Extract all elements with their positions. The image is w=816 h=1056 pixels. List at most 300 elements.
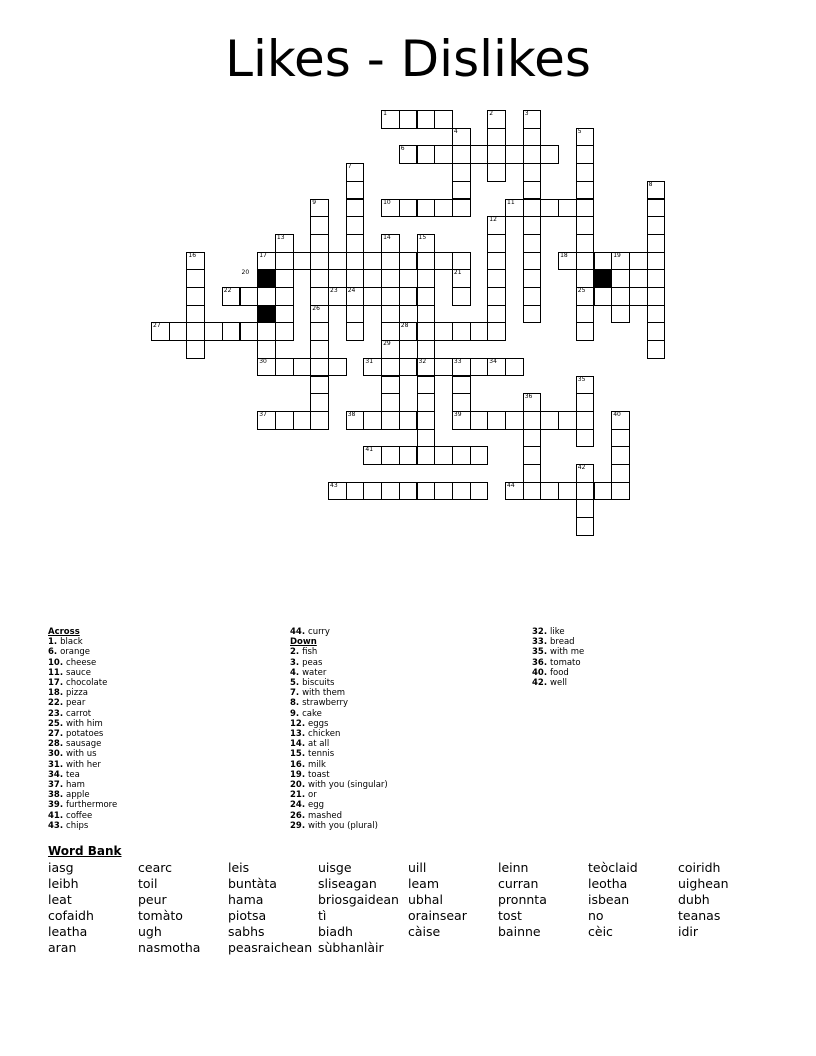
grid-cell[interactable] xyxy=(523,234,542,253)
clue-text: ham xyxy=(66,780,85,791)
clue-text: pear xyxy=(66,698,86,709)
word-bank-word: leinn xyxy=(498,860,529,875)
grid-cell[interactable] xyxy=(540,145,559,164)
grid-cell[interactable] xyxy=(186,287,205,306)
grid-cell[interactable] xyxy=(293,358,312,377)
down-header: Down xyxy=(290,637,317,648)
clue-text: cake xyxy=(302,708,322,719)
grid-cell[interactable] xyxy=(417,145,436,164)
down-clue xyxy=(290,790,388,800)
clue-number-label: 4 xyxy=(453,127,458,135)
grid-cell[interactable] xyxy=(576,163,595,182)
grid-cell[interactable] xyxy=(346,199,365,218)
down-clue-list xyxy=(290,647,388,831)
clue-number-label: 18 xyxy=(560,251,568,259)
clue-number-label: 23 xyxy=(330,287,338,294)
down-clue xyxy=(290,688,388,698)
grid-cell[interactable] xyxy=(346,269,365,288)
down-clue xyxy=(532,637,584,647)
grid-cell[interactable] xyxy=(417,287,436,306)
grid-cell[interactable] xyxy=(434,145,453,164)
clue-number: 15. xyxy=(290,749,309,760)
clue-number: 21. xyxy=(290,790,309,801)
grid-cell[interactable] xyxy=(434,110,453,129)
across-clue xyxy=(48,800,117,810)
grid-cell[interactable] xyxy=(523,181,542,200)
grid-cell[interactable] xyxy=(363,287,382,306)
grid-cell[interactable] xyxy=(487,322,506,341)
grid-cell[interactable] xyxy=(346,234,365,253)
down-clue xyxy=(290,800,388,810)
grid-cell[interactable] xyxy=(434,199,453,218)
across-clue xyxy=(48,688,117,698)
grid-cell[interactable] xyxy=(452,145,471,164)
grid-cell[interactable] xyxy=(417,446,436,465)
down-clue xyxy=(532,658,584,668)
grid-cell[interactable] xyxy=(275,322,294,341)
word-bank-word: tomàto xyxy=(138,908,183,923)
word-bank-word: peur xyxy=(138,892,167,907)
clue-number: 4. xyxy=(290,667,303,678)
down-clue xyxy=(290,719,388,729)
grid-cell[interactable] xyxy=(363,482,382,501)
grid-cell[interactable] xyxy=(417,482,436,501)
grid-cell[interactable] xyxy=(257,340,276,359)
grid-cell[interactable] xyxy=(523,482,542,501)
grid-cell[interactable] xyxy=(310,376,329,395)
clue-number-label: 13 xyxy=(276,233,285,241)
grid-cell[interactable] xyxy=(487,145,506,164)
grid-cell[interactable] xyxy=(417,110,436,129)
clue-number-label: 20 xyxy=(241,269,250,277)
grid-cell[interactable] xyxy=(611,482,630,501)
down-clue xyxy=(290,678,388,688)
clue-number-label: 16 xyxy=(188,251,197,259)
grid-cell[interactable] xyxy=(487,252,506,271)
clue-number: 7. xyxy=(290,688,303,699)
grid-cell[interactable] xyxy=(523,128,542,147)
clue-number-label: 24 xyxy=(347,287,356,294)
grid-cell[interactable] xyxy=(611,446,630,465)
grid-cell[interactable] xyxy=(257,322,276,341)
grid-cell[interactable] xyxy=(204,322,223,341)
grid-cell[interactable] xyxy=(452,163,471,182)
grid-cell[interactable] xyxy=(381,411,400,430)
grid-cell[interactable] xyxy=(523,411,542,430)
grid-cell[interactable] xyxy=(487,269,506,288)
grid-cell[interactable] xyxy=(647,322,666,341)
grid-cell[interactable] xyxy=(346,305,365,324)
grid-cell[interactable] xyxy=(523,252,542,271)
grid-cell[interactable] xyxy=(540,199,559,218)
across-clue xyxy=(48,739,117,749)
clue-number: 38. xyxy=(48,790,67,801)
grid-cell[interactable] xyxy=(576,393,595,412)
across-clue xyxy=(48,709,117,719)
word-bank-word: buntàta xyxy=(228,876,277,891)
word-bank-header: Word Bank xyxy=(48,844,122,858)
grid-cell[interactable] xyxy=(452,393,471,412)
grid-cell[interactable] xyxy=(487,163,506,182)
grid-cell[interactable] xyxy=(523,163,542,182)
grid-cell[interactable] xyxy=(611,269,630,288)
grid-cell[interactable] xyxy=(417,305,436,324)
grid-cell[interactable] xyxy=(576,234,595,253)
clue-text: fish xyxy=(302,647,318,658)
grid-cell[interactable] xyxy=(576,429,595,448)
grid-cell[interactable] xyxy=(594,252,613,271)
grid-cell[interactable] xyxy=(310,393,329,412)
clue-number: 32. xyxy=(532,627,551,637)
grid-cell[interactable] xyxy=(310,269,329,288)
grid-cell[interactable] xyxy=(310,252,329,271)
grid-cell[interactable] xyxy=(186,322,205,341)
grid-cell[interactable] xyxy=(576,411,595,430)
grid-cell[interactable] xyxy=(576,269,595,288)
grid-cell[interactable] xyxy=(540,482,559,501)
grid-cell[interactable] xyxy=(452,287,471,306)
grid-cell[interactable] xyxy=(310,358,329,377)
grid-cell[interactable] xyxy=(328,358,347,377)
word-bank-word: no xyxy=(588,908,604,923)
grid-cell[interactable] xyxy=(363,252,382,271)
clue-number-label: 12 xyxy=(489,216,497,224)
grid-cell[interactable] xyxy=(310,234,329,253)
grid-cell[interactable] xyxy=(399,446,418,465)
grid-cell[interactable] xyxy=(346,216,365,235)
clue-text: tennis xyxy=(308,749,335,760)
grid-cell[interactable] xyxy=(576,199,595,218)
grid-cell[interactable] xyxy=(505,145,524,164)
grid-cell[interactable] xyxy=(275,252,294,271)
word-bank-word: dubh xyxy=(678,892,710,907)
grid-cell[interactable] xyxy=(576,322,595,341)
grid-cell[interactable] xyxy=(523,145,542,164)
grid-cell[interactable] xyxy=(576,517,595,536)
grid-cell[interactable] xyxy=(186,269,205,288)
grid-cell[interactable] xyxy=(169,322,188,341)
grid-cell[interactable] xyxy=(417,322,436,341)
grid-cell[interactable] xyxy=(452,446,471,465)
grid-cell[interactable] xyxy=(310,216,329,235)
across-clue xyxy=(48,698,117,708)
grid-cell[interactable] xyxy=(346,181,365,200)
grid-cell[interactable] xyxy=(381,482,400,501)
word-bank-word: cofaidh xyxy=(48,908,94,923)
clue-number-label: 11 xyxy=(507,198,515,206)
grid-cell[interactable] xyxy=(452,199,471,218)
word-bank xyxy=(48,860,768,956)
clue-number: 6. xyxy=(48,647,61,658)
grid-cell[interactable] xyxy=(540,411,559,430)
word-bank-word: cèic xyxy=(588,924,613,939)
grid-cell[interactable] xyxy=(470,322,489,341)
down-clue xyxy=(290,749,388,759)
grid-cell[interactable] xyxy=(293,252,312,271)
clue-number: 27. xyxy=(48,729,67,740)
grid-cell[interactable] xyxy=(487,287,506,306)
across-clue xyxy=(48,729,117,739)
clue-number-label: 8 xyxy=(648,180,653,188)
down-clue xyxy=(290,729,388,739)
grid-cell[interactable] xyxy=(381,269,400,288)
word-bank-word: isbean xyxy=(588,892,630,907)
grid-cell[interactable] xyxy=(417,411,436,430)
clue-number-label: 17 xyxy=(259,251,267,259)
grid-cell[interactable] xyxy=(346,252,365,271)
grid-cell[interactable] xyxy=(399,199,418,218)
grid-cell[interactable] xyxy=(523,305,542,324)
grid-cell[interactable] xyxy=(576,499,595,518)
word-bank-word: leotha xyxy=(588,876,628,891)
across-clue xyxy=(290,627,388,637)
clue-number-label: 29 xyxy=(383,340,391,348)
down-clue xyxy=(290,770,388,780)
grid-cell[interactable] xyxy=(240,322,259,341)
grid-cell[interactable] xyxy=(186,340,205,359)
clue-number: 36. xyxy=(532,657,551,668)
across-clue xyxy=(48,658,117,668)
down-clue-list-cont xyxy=(532,627,584,688)
clue-number-label: 40 xyxy=(613,410,621,418)
grid-cell[interactable] xyxy=(346,322,365,341)
grid-cell[interactable] xyxy=(611,305,630,324)
grid-cell[interactable] xyxy=(647,305,666,324)
grid-cell[interactable] xyxy=(434,322,453,341)
grid-cell[interactable] xyxy=(558,199,577,218)
grid-cell[interactable] xyxy=(576,482,595,501)
clue-number-label: 30 xyxy=(259,357,267,365)
word-bank-word: ugh xyxy=(138,924,162,939)
clue-number: 43. xyxy=(48,820,67,831)
grid-cell[interactable] xyxy=(434,252,453,271)
grid-cell[interactable] xyxy=(399,110,418,129)
across-clue xyxy=(48,790,117,800)
grid-cell[interactable] xyxy=(576,305,595,324)
grid-cell[interactable] xyxy=(399,358,418,377)
grid-cell[interactable] xyxy=(381,322,400,341)
grid-cell[interactable] xyxy=(647,216,666,235)
clue-text: food xyxy=(550,667,569,678)
clue-text: at all xyxy=(308,739,330,750)
grid-cell[interactable] xyxy=(310,340,329,359)
word-bank-word: briosgaidean xyxy=(318,892,399,907)
grid-cell[interactable] xyxy=(222,322,241,341)
grid-cell[interactable] xyxy=(487,128,506,147)
clue-text: eggs xyxy=(308,718,329,729)
grid-cell[interactable] xyxy=(240,287,259,306)
clue-text: with me xyxy=(550,647,585,658)
grid-cell[interactable] xyxy=(629,287,648,306)
clue-text: tomato xyxy=(550,657,581,668)
clue-number: 17. xyxy=(48,678,67,689)
clue-number-label: 26 xyxy=(312,304,320,312)
clue-number: 26. xyxy=(290,810,309,821)
grid-black-cell xyxy=(257,269,276,288)
grid-cell[interactable] xyxy=(611,464,630,483)
grid-cell[interactable] xyxy=(594,287,613,306)
grid-cell[interactable] xyxy=(452,482,471,501)
down-clue xyxy=(532,668,584,678)
grid-cell[interactable] xyxy=(523,446,542,465)
clue-number-label: 33 xyxy=(453,357,462,365)
clue-number-label: 2 xyxy=(489,110,494,117)
grid-cell[interactable] xyxy=(417,429,436,448)
grid-cell[interactable] xyxy=(381,252,400,271)
grid-cell[interactable] xyxy=(523,429,542,448)
clue-number-label: 22 xyxy=(223,287,232,294)
across-clue xyxy=(48,637,117,647)
clue-number: 10. xyxy=(48,657,67,668)
clue-number: 23. xyxy=(48,708,67,719)
grid-cell[interactable] xyxy=(399,411,418,430)
grid-cell[interactable] xyxy=(558,482,577,501)
clue-number: 9. xyxy=(290,708,303,719)
grid-cell[interactable] xyxy=(558,411,577,430)
clue-number: 42. xyxy=(532,678,551,689)
word-bank-word: idir xyxy=(678,924,699,939)
grid-cell[interactable] xyxy=(434,358,453,377)
grid-cell[interactable] xyxy=(505,411,524,430)
grid-cell[interactable] xyxy=(647,199,666,218)
grid-cell[interactable] xyxy=(363,411,382,430)
grid-cell[interactable] xyxy=(629,252,648,271)
down-clue xyxy=(290,698,388,708)
clue-number-label: 3 xyxy=(524,110,529,117)
grid-cell[interactable] xyxy=(576,181,595,200)
clue-number: 18. xyxy=(48,688,67,699)
word-bank-word: leatha xyxy=(48,924,88,939)
clue-number-label: 38 xyxy=(347,410,356,418)
grid-cell[interactable] xyxy=(487,234,506,253)
grid-cell[interactable] xyxy=(647,234,666,253)
grid-cell[interactable] xyxy=(611,429,630,448)
word-bank-word: leat xyxy=(48,892,72,907)
clue-number: 20. xyxy=(290,780,309,791)
grid-cell[interactable] xyxy=(452,322,471,341)
grid-cell[interactable] xyxy=(523,216,542,235)
down-clue xyxy=(290,811,388,821)
grid-cell[interactable] xyxy=(381,446,400,465)
grid-cell[interactable] xyxy=(275,411,294,430)
clue-number: 22. xyxy=(48,698,67,709)
grid-cell[interactable] xyxy=(399,482,418,501)
grid-cell[interactable] xyxy=(381,393,400,412)
clue-number: 31. xyxy=(48,759,67,770)
word-bank-word: leam xyxy=(408,876,439,891)
grid-cell[interactable] xyxy=(275,269,294,288)
grid-cell[interactable] xyxy=(576,252,595,271)
down-clue xyxy=(290,780,388,790)
grid-cell[interactable] xyxy=(470,446,489,465)
grid-cell[interactable] xyxy=(310,287,329,306)
grid-cell[interactable] xyxy=(647,252,666,271)
clue-number: 19. xyxy=(290,769,309,780)
grid-cell[interactable] xyxy=(257,287,276,306)
across-clue xyxy=(48,678,117,688)
grid-cell[interactable] xyxy=(523,199,542,218)
grid-cell[interactable] xyxy=(523,269,542,288)
clue-text: with them xyxy=(302,688,346,699)
grid-cell[interactable] xyxy=(576,145,595,164)
grid-cell[interactable] xyxy=(470,482,489,501)
grid-cell[interactable] xyxy=(381,358,400,377)
down-clue xyxy=(532,647,584,657)
word-bank-word: nasmotha xyxy=(138,940,201,955)
grid-cell[interactable] xyxy=(310,322,329,341)
grid-cell[interactable] xyxy=(381,305,400,324)
grid-cell[interactable] xyxy=(275,287,294,306)
grid-cell[interactable] xyxy=(417,252,436,271)
grid-cell[interactable] xyxy=(417,269,436,288)
clue-text: strawberry xyxy=(302,698,349,709)
grid-cell[interactable] xyxy=(328,252,347,271)
clue-number-label: 7 xyxy=(347,163,352,171)
grid-cell[interactable] xyxy=(381,287,400,306)
word-bank-word: sùbhanlàir xyxy=(318,940,384,955)
grid-cell[interactable] xyxy=(452,252,471,271)
grid-cell[interactable] xyxy=(452,376,471,395)
grid-cell[interactable] xyxy=(293,411,312,430)
clues-column-2 xyxy=(290,627,388,831)
grid-cell[interactable] xyxy=(417,199,436,218)
grid-cell[interactable] xyxy=(647,269,666,288)
grid-cell[interactable] xyxy=(275,305,294,324)
clue-number: 35. xyxy=(532,647,551,658)
grid-cell[interactable] xyxy=(470,145,489,164)
clue-text: milk xyxy=(308,759,326,770)
clue-number: 12. xyxy=(290,718,309,729)
clues-column-1 xyxy=(48,627,117,831)
word-bank-word: leis xyxy=(228,860,250,875)
grid-cell[interactable] xyxy=(487,305,506,324)
word-bank-word: leibh xyxy=(48,876,79,891)
grid-cell[interactable] xyxy=(186,305,205,324)
grid-cell[interactable] xyxy=(487,411,506,430)
grid-cell[interactable] xyxy=(310,411,329,430)
grid-cell[interactable] xyxy=(505,358,524,377)
across-clue xyxy=(48,719,117,729)
grid-cell[interactable] xyxy=(452,181,471,200)
clue-number-label: 41 xyxy=(365,446,374,454)
grid-cell[interactable] xyxy=(470,411,489,430)
down-clue xyxy=(290,647,388,657)
grid-cell[interactable] xyxy=(275,358,294,377)
grid-cell[interactable] xyxy=(417,393,436,412)
grid-cell[interactable] xyxy=(594,482,613,501)
grid-cell[interactable] xyxy=(470,358,489,377)
grid-cell[interactable] xyxy=(611,287,630,306)
grid-cell[interactable] xyxy=(346,482,365,501)
word-bank-word: uighean xyxy=(678,876,729,891)
grid-cell[interactable] xyxy=(647,340,666,359)
grid-cell[interactable] xyxy=(434,482,453,501)
grid-cell[interactable] xyxy=(417,376,436,395)
grid-cell[interactable] xyxy=(381,376,400,395)
word-bank-word: tì xyxy=(318,908,327,923)
grid-cell[interactable] xyxy=(523,287,542,306)
clue-number-label: 6 xyxy=(400,145,405,153)
grid-cell[interactable] xyxy=(647,287,666,306)
grid-cell[interactable] xyxy=(576,216,595,235)
grid-cell[interactable] xyxy=(399,252,418,271)
grid-cell[interactable] xyxy=(434,446,453,465)
puzzle-title: Likes - Dislikes xyxy=(225,30,591,88)
word-bank-word: tost xyxy=(498,908,522,923)
grid-cell[interactable] xyxy=(399,287,418,306)
grid-cell[interactable] xyxy=(523,464,542,483)
grid-cell[interactable] xyxy=(417,340,436,359)
